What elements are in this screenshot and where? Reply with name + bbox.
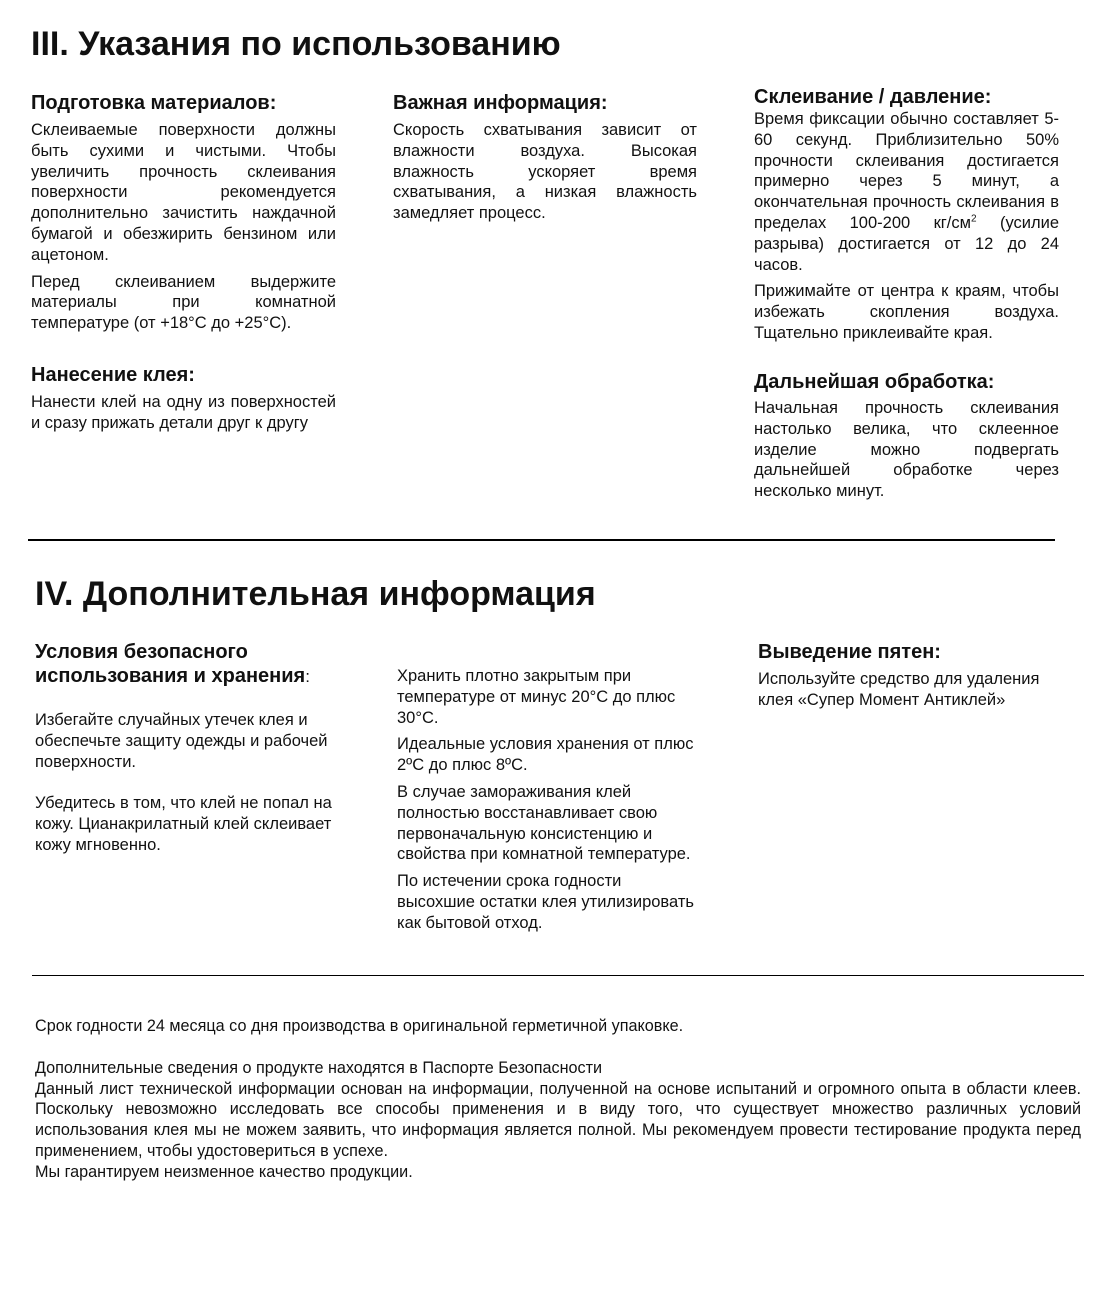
bonding-heading: Склеивание / давление: bbox=[754, 86, 992, 108]
safety-paragraph-1: Избегайте случайных утечек клея и обеспечьте защиту одежды и рабочей поверхности. bbox=[35, 711, 328, 771]
stains-paragraph-1: Используйте средство для удаления клея «Супер Момент Антиклей» bbox=[758, 670, 1040, 709]
application-text bbox=[31, 392, 336, 440]
bonding-text-part-1: Время фиксации обычно составляет 5-60 секунд. Приблизительно 50% прочности склеивания достигается примерно через 5 минут, а окончательная прочность склеивания в пределах 100-200 кг/см bbox=[754, 110, 1059, 232]
application-heading: Нанесение клея: bbox=[31, 364, 195, 386]
application-paragraph-1: Нанести клей на одну из поверхностей и сразу прижать детали друг к другу bbox=[31, 393, 336, 432]
safety-heading-line-1: Условия безопасного bbox=[35, 641, 248, 663]
storage-text bbox=[397, 666, 697, 940]
safety-heading bbox=[35, 640, 310, 689]
stains-text bbox=[758, 669, 1058, 717]
section-3-title: III. Указания по использованию bbox=[31, 25, 561, 63]
disclaimer-text: Данный лист технической информации основан на информации, полученной на основе испытаний и огромного опыта в области клеев. Поскольку невозможно исследовать все способы применения и в виду того, что существует множество различных условий использования клея мы не можем заявить, что информация является полной. Мы рекомендуем провести тестирование продукта перед применением, чтобы удостовериться в успехе. bbox=[35, 1079, 1081, 1160]
shelf-life-text: Срок годности 24 месяца со дня производства в оригинальной герметичной упаковке. bbox=[35, 1017, 684, 1035]
prep-heading: Подготовка материалов: bbox=[31, 92, 277, 114]
further-heading: Дальнейшая обработка: bbox=[754, 371, 995, 393]
prep-paragraph-1: Склеиваемые поверхности должны быть сухими и чистыми. Чтобы увеличить прочность склеивания поверхности рекомендуется дополнительно зачистить наждачной бумагой и обезжирить бензином или ацетоном. bbox=[31, 121, 336, 264]
bonding-paragraph-2: Прижимайте от центра к краям, чтобы избежать скопления воздуха. Тщательно приклеивайте края. bbox=[754, 282, 1059, 342]
safety-paragraph-2: Убедитесь в том, что клей не попал на кожу. Цианакрилатный клей склеивает кожу мгновенно. bbox=[35, 794, 332, 854]
important-text bbox=[393, 120, 697, 230]
further-text bbox=[754, 398, 1059, 508]
sds-note-text: Дополнительные сведения о продукте находятся в Паспорте Безопасности bbox=[35, 1058, 603, 1077]
superscript-2: 2 bbox=[971, 213, 977, 225]
storage-paragraph-1: Хранить плотно закрытым при температуре от минус 20°С до плюс 30°С. bbox=[397, 667, 676, 727]
stains-heading: Выведение пятен: bbox=[758, 641, 941, 663]
bonding-text-part-2: (усилие разрыва) достигается от 12 до 24 часов. bbox=[754, 213, 1060, 274]
section-divider bbox=[28, 539, 1055, 541]
safety-heading-line-2: использования и хранения bbox=[35, 665, 306, 687]
important-paragraph-1: Скорость схватывания зависит от влажности воздуха. Высокая влажность ускоряет время схватывания, а низкая влажность замедляет процесс. bbox=[393, 121, 697, 223]
storage-paragraph-3: В случае замораживания клей полностью восстанавливает свою первоначальную консистенцию и свойства при комнатной температуре. bbox=[397, 782, 691, 864]
safety-heading-colon: : bbox=[305, 667, 310, 686]
important-heading: Важная информация: bbox=[393, 92, 608, 114]
bonding-text bbox=[754, 109, 1059, 350]
footer bbox=[35, 1016, 1081, 1183]
footer-divider bbox=[32, 975, 1084, 976]
guarantee-text: Мы гарантируем неизменное качество продукции. bbox=[35, 1162, 413, 1181]
section-4-title: IV. Дополнительная информация bbox=[35, 575, 596, 613]
storage-paragraph-4: По истечении срока годности высохшие остатки клея утилизировать как бытовой отход. bbox=[397, 872, 694, 932]
further-paragraph-1: Начальная прочность склеивания настолько велика, что склеенное изделие можно подвергать дальнейшей обработке через несколько минут. bbox=[754, 399, 1059, 501]
prep-text bbox=[31, 120, 336, 340]
storage-paragraph-2: Идеальные условия хранения от плюс 2ºС до плюс 8ºС. bbox=[397, 735, 694, 775]
bonding-paragraph-1 bbox=[754, 109, 1059, 275]
safety-text bbox=[35, 710, 345, 862]
prep-paragraph-2: Перед склеиванием выдержите материалы при комнатной температуре (от +18°С до +25°С). bbox=[31, 272, 336, 333]
